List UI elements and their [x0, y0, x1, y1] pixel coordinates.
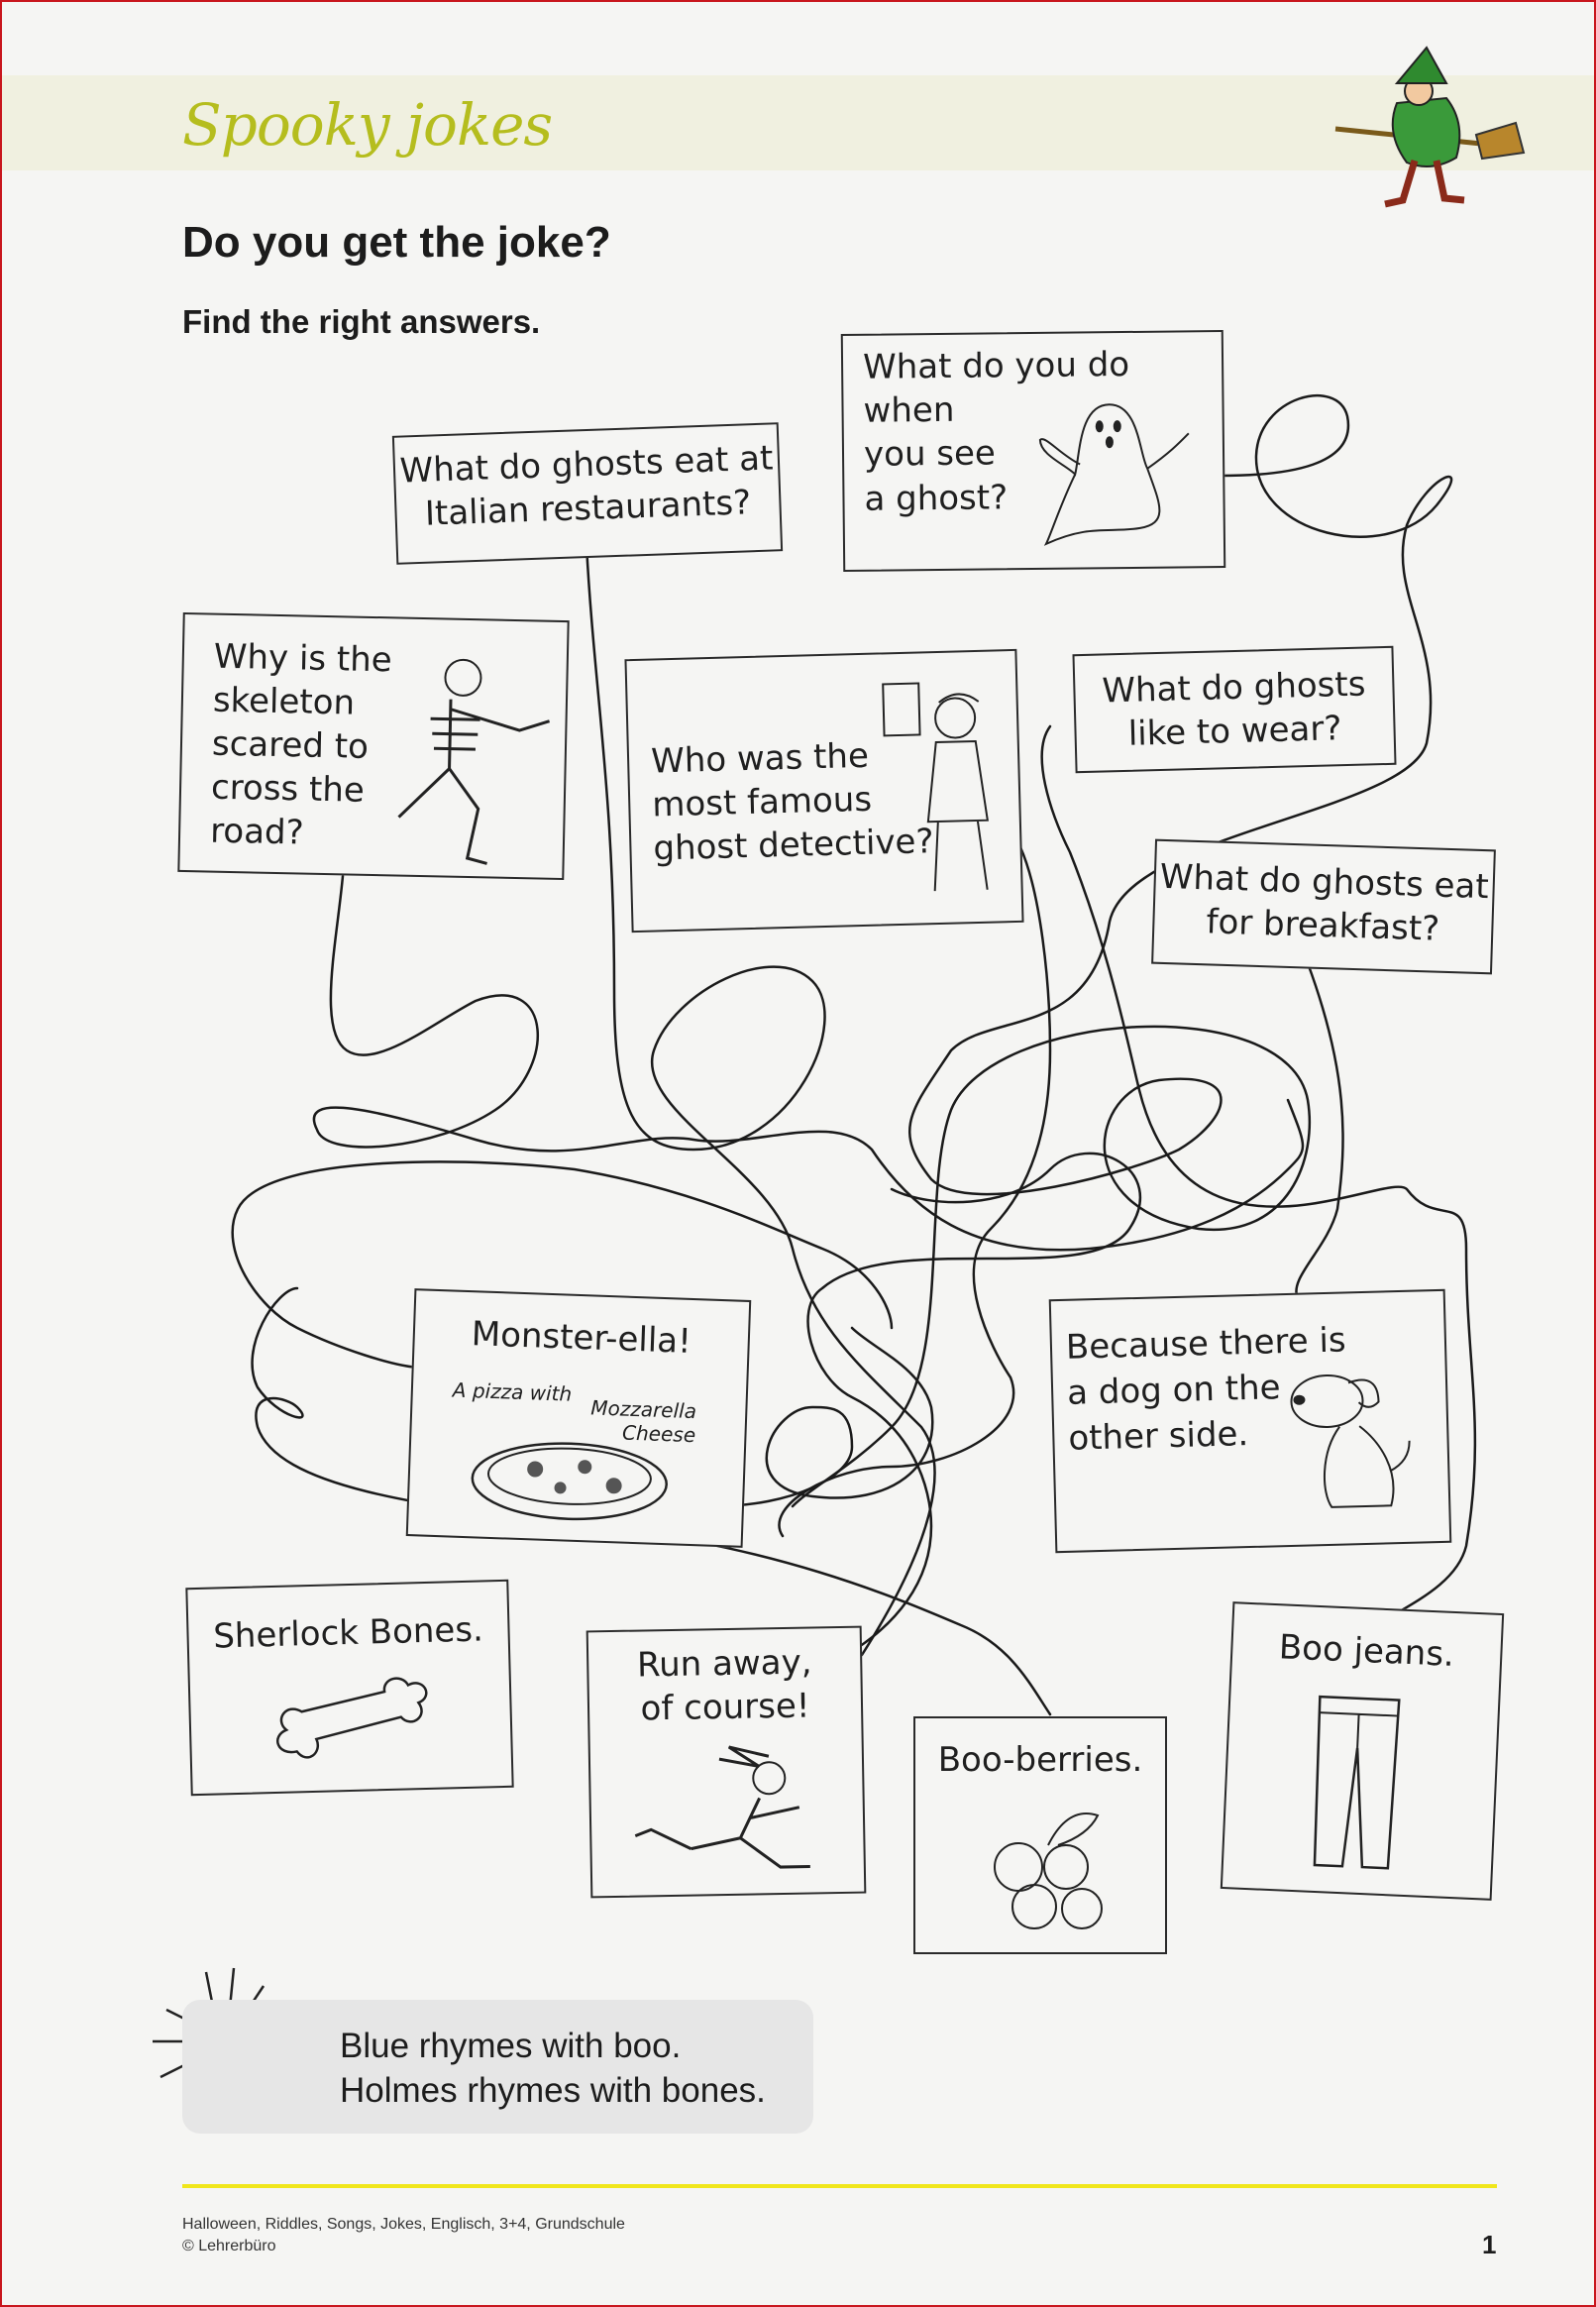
- pizza-caption-left: A pizza with: [452, 1377, 573, 1406]
- running-boy-icon: [630, 1737, 841, 1890]
- answer-text: Because there is a dog on the other side.: [1065, 1320, 1347, 1459]
- question-card-ghost-see[interactable]: [841, 330, 1225, 572]
- instruction: Find the right answers.: [182, 303, 541, 340]
- dog-icon: [1279, 1361, 1432, 1523]
- page-number: 1: [1482, 2230, 1497, 2259]
- answer-card-boojeans[interactable]: [1221, 1601, 1504, 1901]
- question-card-skeleton[interactable]: [177, 612, 569, 880]
- question-card-detective[interactable]: [624, 649, 1023, 933]
- pizza-caption-right: Mozzarella Cheese: [589, 1395, 697, 1448]
- witch-icon: [1335, 48, 1524, 204]
- jeans-icon: [1293, 1686, 1420, 1879]
- answer-card-dog[interactable]: [1049, 1289, 1452, 1553]
- ghost-icon: [1029, 393, 1210, 554]
- page-title: Do you get the joke?: [182, 218, 611, 267]
- pizza-icon: [464, 1423, 675, 1529]
- question-text: What do ghosts eat at Italian restaurants?: [398, 438, 775, 534]
- bone-icon: [266, 1673, 437, 1776]
- berries-icon: [979, 1798, 1108, 1946]
- answer-card-sherlock[interactable]: [185, 1580, 513, 1796]
- answer-text: Boo-berries.: [937, 1740, 1143, 1780]
- answer-card-runaway[interactable]: [586, 1626, 867, 1899]
- answer-text: Run away, of course!: [636, 1642, 812, 1729]
- answer-card-monsterella[interactable]: [406, 1288, 752, 1548]
- answer-text: Boo jeans.: [1278, 1627, 1455, 1675]
- hint-text: Blue rhymes with boo. Holmes rhymes with bones.: [340, 2027, 766, 2110]
- question-text: What do ghosts like to wear?: [1101, 664, 1366, 754]
- answer-text: Sherlock Bones.: [212, 1609, 484, 1657]
- detective-icon: [875, 671, 1019, 913]
- footer-copyright: © Lehrerbüro: [182, 2238, 276, 2254]
- question-card-wear[interactable]: [1072, 646, 1396, 773]
- footer-meta: Halloween, Riddles, Songs, Jokes, Englisch, 3+4, Grundschule: [182, 2216, 625, 2233]
- question-card-italian[interactable]: [392, 422, 783, 565]
- answer-card-booberries[interactable]: [913, 1716, 1167, 1954]
- skeleton-icon: [387, 648, 561, 870]
- question-text: Who was the most famous ghost detective?: [650, 735, 935, 869]
- question-card-breakfast[interactable]: [1151, 839, 1496, 975]
- section-title: Spooky jokes: [182, 91, 553, 159]
- question-text: What do you do when you see a ghost?: [862, 344, 1130, 519]
- answer-text: Monster-ella!: [471, 1314, 692, 1362]
- question-text: What do ghosts eat for breakfast?: [1159, 856, 1490, 949]
- footer-rule: [182, 2184, 1497, 2188]
- question-text: Why is the skeleton scared to cross the road?: [209, 636, 393, 853]
